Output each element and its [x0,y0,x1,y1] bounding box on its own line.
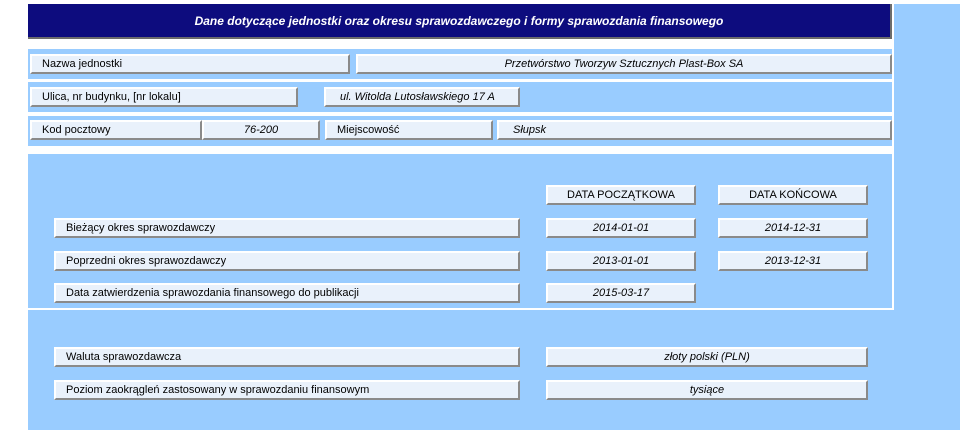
street-value: ul. Witolda Lutosławskiego 17 A [324,87,520,107]
city-label: Miejscowość [325,120,493,140]
city-value: Słupsk [497,120,892,140]
section-title-text: Dane dotyczące jednostki oraz okresu sprawozdawczego i formy sprawozdania finansowego [194,13,724,28]
rounding-label: Poziom zaokrągleń zastosowany w sprawozdaniu finansowym [54,380,520,400]
postal-code-label: Kod pocztowy [30,120,202,140]
format-panel [28,310,894,430]
entity-name-label: Nazwa jednostki [30,54,350,74]
current-period-label: Bieżący okres sprawozdawczy [54,218,520,238]
postal-code-value: 76-200 [202,120,320,140]
previous-period-start: 2013-01-01 [546,251,696,271]
previous-period-end: 2013-12-31 [718,251,868,271]
currency-label: Waluta sprawozdawcza [54,347,520,367]
right-margin-panel [894,4,960,430]
rounding-value: tysiące [546,380,868,400]
current-period-start: 2014-01-01 [546,218,696,238]
end-date-header: DATA KOŃCOWA [718,185,868,205]
section-title [28,4,892,39]
street-label: Ulica, nr budynku, [nr lokalu] [30,87,298,107]
previous-period-label: Poprzedni okres sprawozdawczy [54,251,520,271]
start-date-header: DATA POCZĄTKOWA [546,185,696,205]
currency-value: złoty polski (PLN) [546,347,868,367]
approval-date-label: Data zatwierdzenia sprawozdania finansowego do publikacji [54,283,520,303]
entity-name-value: Przetwórstwo Tworzyw Sztucznych Plast-Box SA [356,54,892,74]
approval-date-value: 2015-03-17 [546,283,696,303]
current-period-end: 2014-12-31 [718,218,868,238]
